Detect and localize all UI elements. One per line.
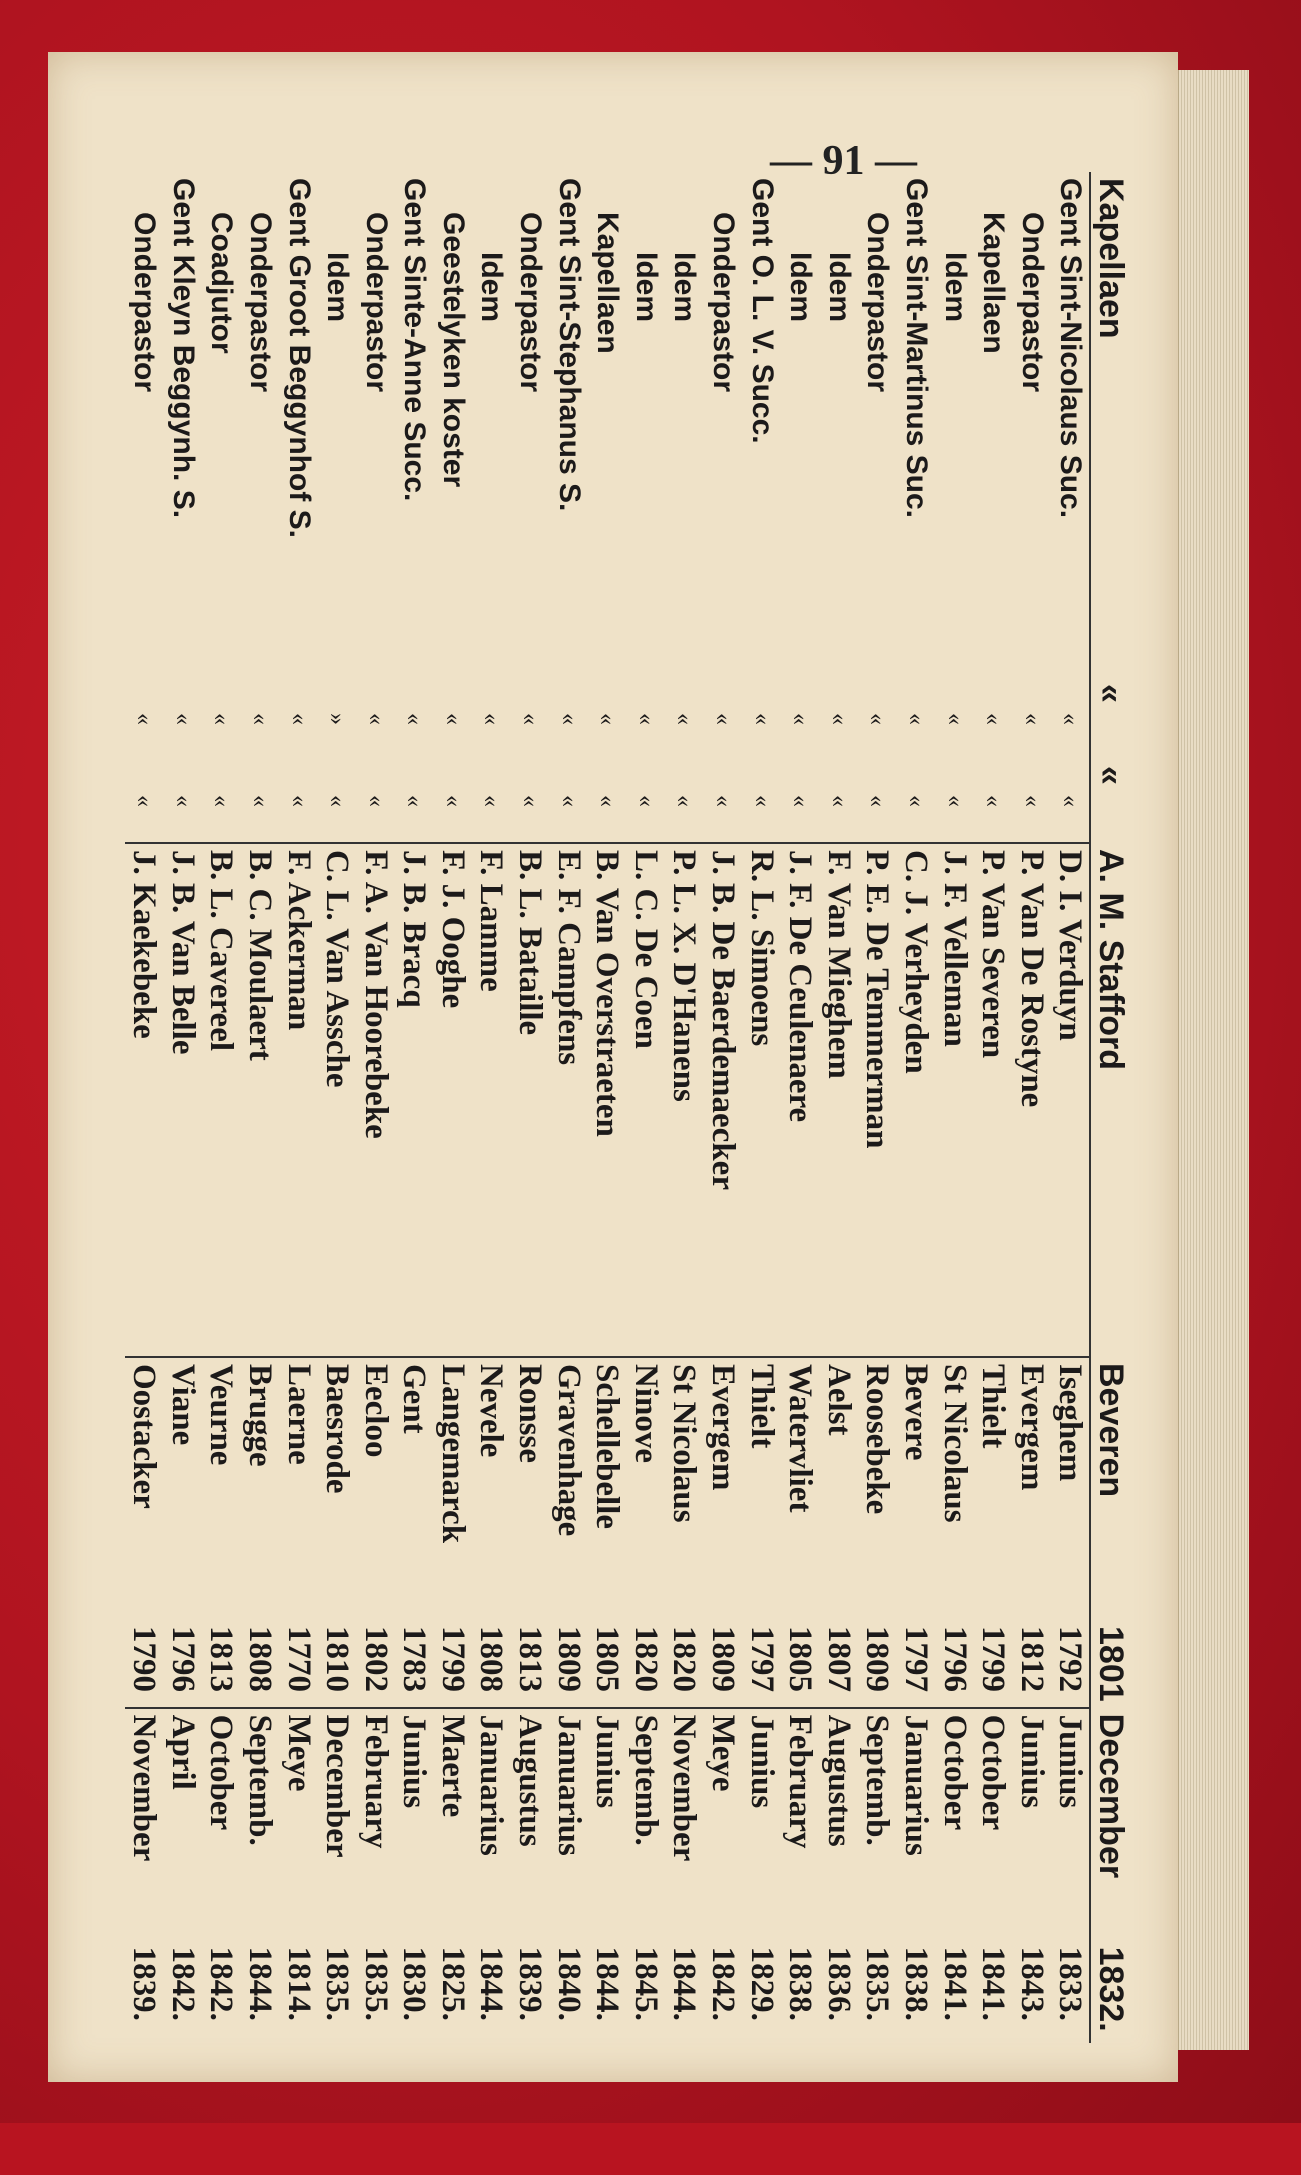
cell-place: Bevere xyxy=(896,1357,935,1620)
rotated-page-content xyxy=(25,52,1155,2175)
cell-y2: 1841. xyxy=(975,1946,1012,2021)
cell-q2: « xyxy=(1018,795,1045,807)
cell-q1: « xyxy=(246,713,273,725)
cell-date: November xyxy=(665,1708,704,1941)
header-y1: 1801 xyxy=(1090,1620,1130,1708)
cell-place: Iseghem xyxy=(1051,1357,1091,1620)
cell-name: B. L. Bataille xyxy=(511,843,550,1357)
cell-name: F. A. Van Hoorebeke xyxy=(356,843,395,1357)
cell-place: Langemarck xyxy=(433,1357,472,1620)
cell-name: F. Lamme xyxy=(472,843,511,1357)
cell-place: Ronsse xyxy=(511,1357,550,1620)
cell-func: Idem xyxy=(629,252,663,323)
cell-date: Junius xyxy=(1051,1708,1091,1941)
cell-q2: « xyxy=(131,795,158,807)
cell-place: Brugge xyxy=(240,1357,279,1620)
cell-date: Januarius xyxy=(896,1708,935,1941)
cell-q1: « xyxy=(594,713,621,725)
cell-q1: « xyxy=(1057,713,1084,725)
cell-name: C. J. Verheyden xyxy=(896,843,935,1357)
cell-q2: « xyxy=(324,795,351,807)
cell-q2: « xyxy=(285,795,312,807)
header-func: Kapellaen xyxy=(1090,172,1130,678)
cell-y1: 1792 xyxy=(1052,1626,1089,1692)
cell-y1: 1813 xyxy=(203,1626,240,1692)
cell-func: Gent O. L. V. Succ. xyxy=(745,178,779,444)
cell-q2: « xyxy=(980,795,1007,807)
cell-y1: 1813 xyxy=(512,1626,549,1692)
table-row xyxy=(125,172,164,2043)
table-row xyxy=(858,172,897,2043)
cell-q1: « xyxy=(710,713,737,725)
table-row xyxy=(356,172,395,2043)
cell-y1: 1790 xyxy=(126,1626,163,1692)
header-q1: « xyxy=(1090,678,1130,760)
table-row xyxy=(163,172,202,2043)
table-row xyxy=(279,172,318,2043)
cell-name: E. F. Campfens xyxy=(549,843,588,1357)
cell-func: Geestelyken koster xyxy=(436,212,470,488)
cell-date: Junius xyxy=(588,1708,627,1941)
cell-q2: « xyxy=(439,795,466,807)
cell-name: J. B. Bracq xyxy=(395,843,434,1357)
table-row xyxy=(896,172,935,2043)
header-name: A. M. Stafford xyxy=(1090,843,1130,1357)
cell-name: P. Van Severen xyxy=(974,843,1013,1357)
cell-y2: 1844. xyxy=(589,1946,626,2021)
cell-place: Oostacker xyxy=(125,1357,164,1620)
cell-y1: 1799 xyxy=(434,1626,471,1692)
cell-date: October xyxy=(974,1708,1013,1941)
cell-func: Idem xyxy=(321,252,355,323)
cell-y2: 1829. xyxy=(743,1946,780,2021)
cell-y1: 1796 xyxy=(164,1626,201,1692)
cell-q1: » xyxy=(324,713,351,725)
page-number: — 91 — xyxy=(770,138,917,184)
cell-q1: « xyxy=(478,713,505,725)
cell-place: Gent xyxy=(395,1357,434,1620)
cell-q1: « xyxy=(1018,713,1045,725)
cell-y2: 1830. xyxy=(396,1946,433,2021)
cell-q1: « xyxy=(864,713,891,725)
header-row xyxy=(1090,172,1130,2043)
cell-name: P. E. De Temmerman xyxy=(858,843,897,1357)
table-row xyxy=(819,172,858,2043)
cell-q2: « xyxy=(401,795,428,807)
cell-date: April xyxy=(163,1708,202,1941)
cell-place: Nevele xyxy=(472,1357,511,1620)
cell-date: Junius xyxy=(1012,1708,1051,1941)
cell-q1: « xyxy=(169,713,196,725)
table-row xyxy=(318,172,357,2043)
cell-y1: 1802 xyxy=(357,1626,394,1692)
cell-q2: « xyxy=(555,795,582,807)
cell-y2: 1844. xyxy=(473,1946,510,2021)
cell-y2: 1838. xyxy=(782,1946,819,2021)
table-row xyxy=(1012,172,1051,2043)
cell-date: February xyxy=(356,1708,395,1941)
cell-q2: « xyxy=(478,795,505,807)
cell-q2: « xyxy=(632,795,659,807)
table-row xyxy=(433,172,472,2043)
header-date: December xyxy=(1090,1708,1130,1941)
cell-q2: « xyxy=(941,795,968,807)
cell-y1: 1770 xyxy=(280,1626,317,1692)
cell-q1: « xyxy=(980,713,1007,725)
cell-date: Januarius xyxy=(472,1708,511,1941)
cell-func: Coadjutor xyxy=(205,212,239,354)
cell-date: Septemb. xyxy=(626,1708,665,1941)
cell-y2: 1835. xyxy=(357,1946,394,2021)
cell-date: October xyxy=(202,1708,241,1941)
cell-date: Junius xyxy=(395,1708,434,1941)
table-row xyxy=(202,172,241,2043)
cell-name: J. B. Van Belle xyxy=(163,843,202,1357)
cell-date: November xyxy=(125,1708,164,1941)
cell-func: Kapellaen xyxy=(591,212,625,354)
cell-y2: 1840. xyxy=(550,1946,587,2021)
header-place: Beveren xyxy=(1090,1357,1130,1620)
cell-q1: « xyxy=(748,713,775,725)
cell-y1: 1809 xyxy=(705,1626,742,1692)
cell-y1: 1799 xyxy=(975,1626,1012,1692)
cell-q2: « xyxy=(169,795,196,807)
cell-q2: « xyxy=(864,795,891,807)
cell-q2: « xyxy=(362,795,389,807)
cell-place: Thielt xyxy=(974,1357,1013,1620)
cell-y1: 1810 xyxy=(319,1626,356,1692)
cell-func: Onderpastor xyxy=(128,212,162,393)
cell-y1: 1783 xyxy=(396,1626,433,1692)
table-row xyxy=(395,172,434,2043)
cell-place: St Nicolaus xyxy=(665,1357,704,1620)
cell-q1: « xyxy=(903,713,930,725)
cell-place: Roosebeke xyxy=(858,1357,897,1620)
cell-y2: 1843. xyxy=(1013,1946,1050,2021)
cell-date: Septemb. xyxy=(858,1708,897,1941)
cell-name: F. Ackerman xyxy=(279,843,318,1357)
cell-q1: « xyxy=(285,713,312,725)
table-row xyxy=(742,172,781,2043)
cell-q1: « xyxy=(632,713,659,725)
cell-q2: « xyxy=(1057,795,1084,807)
cell-date: Septemb. xyxy=(240,1708,279,1941)
cell-q1: « xyxy=(671,713,698,725)
cell-q1: « xyxy=(825,713,852,725)
cell-q2: « xyxy=(710,795,737,807)
cell-func: Gent Sint-Stephanus S. xyxy=(552,178,586,512)
cell-name: C. L. Van Assche xyxy=(318,843,357,1357)
cell-y2: 1845. xyxy=(627,1946,664,2021)
cell-place: Evergem xyxy=(703,1357,742,1620)
cell-y2: 1814. xyxy=(280,1946,317,2021)
cell-func: Gent Sint-Nicolaus Suc. xyxy=(1054,178,1088,519)
cell-y2: 1844. xyxy=(241,1946,278,2021)
cell-y1: 1805 xyxy=(782,1626,819,1692)
cell-date: Meye xyxy=(279,1708,318,1941)
cell-name: B. Van Overstraeten xyxy=(588,843,627,1357)
cell-date: Augustus xyxy=(819,1708,858,1941)
cell-name: J. F. De Ceulenaere xyxy=(781,843,820,1357)
cell-func: Onderpastor xyxy=(359,212,393,393)
cell-y2: 1839. xyxy=(512,1946,549,2021)
cell-func: Gent Sinte-Anne Succ. xyxy=(398,178,432,502)
cell-y2: 1825. xyxy=(434,1946,471,2021)
table-row xyxy=(588,172,627,2043)
cell-q1: « xyxy=(787,713,814,725)
cell-y2: 1842. xyxy=(203,1946,240,2021)
cell-func: Idem xyxy=(475,252,509,323)
cell-date: Junius xyxy=(742,1708,781,1941)
cell-func: Idem xyxy=(668,252,702,323)
cell-place: Laerne xyxy=(279,1357,318,1620)
table-row xyxy=(974,172,1013,2043)
cell-q1: « xyxy=(208,713,235,725)
cell-name: J. B. De Baerdemaecker xyxy=(703,843,742,1357)
cell-y1: 1820 xyxy=(666,1626,703,1692)
cell-func: Kapellaen xyxy=(977,212,1011,354)
cell-q1: « xyxy=(941,713,968,725)
cell-place: Watervliet xyxy=(781,1357,820,1620)
cell-y1: 1812 xyxy=(1013,1626,1050,1692)
cell-y2: 1835. xyxy=(319,1946,356,2021)
cell-y2: 1842. xyxy=(164,1946,201,2021)
cell-q2: « xyxy=(517,795,544,807)
cell-name: F. J. Ooghe xyxy=(433,843,472,1357)
cell-y2: 1836. xyxy=(820,1946,857,2021)
cell-date: Augustus xyxy=(511,1708,550,1941)
cell-func: Onderpastor xyxy=(243,212,277,393)
cell-func: Gent Sint-Martinus Suc. xyxy=(900,178,934,519)
cell-date: Maerte xyxy=(433,1708,472,1941)
cell-date: Januarius xyxy=(549,1708,588,1941)
cell-y1: 1808 xyxy=(473,1626,510,1692)
cell-q2: « xyxy=(825,795,852,807)
cell-func: Gent Kleyn Beggynh. S. xyxy=(166,178,200,519)
table-row xyxy=(703,172,742,2043)
cell-q2: « xyxy=(787,795,814,807)
cell-date: December xyxy=(318,1708,357,1941)
cell-y1: 1809 xyxy=(859,1626,896,1692)
cell-func: Onderpastor xyxy=(707,212,741,393)
cell-place: Schellebelle xyxy=(588,1357,627,1620)
cell-name: B. L. Cavereel xyxy=(202,843,241,1357)
cell-y2: 1842. xyxy=(705,1946,742,2021)
cell-place: Aelst xyxy=(819,1357,858,1620)
cell-name: P. Van De Rostyne xyxy=(1012,843,1051,1357)
cell-func: Onderpastor xyxy=(1015,212,1049,393)
cell-func: Onderpastor xyxy=(861,212,895,393)
cell-y1: 1805 xyxy=(589,1626,626,1692)
cell-y1: 1797 xyxy=(743,1626,780,1692)
table-row xyxy=(626,172,665,2043)
cell-name: F. Van Mieghem xyxy=(819,843,858,1357)
cell-place: Viane xyxy=(163,1357,202,1620)
cell-name: L. C. De Coen xyxy=(626,843,665,1357)
table-row xyxy=(781,172,820,2043)
cell-q2: « xyxy=(903,795,930,807)
cell-y1: 1820 xyxy=(627,1626,664,1692)
cell-name: P. L. X. D'Hanens xyxy=(665,843,704,1357)
table-row xyxy=(240,172,279,2043)
cell-place: Eecloo xyxy=(356,1357,395,1620)
cell-q1: « xyxy=(401,713,428,725)
cell-y2: 1839. xyxy=(126,1946,163,2021)
cell-q1: « xyxy=(517,713,544,725)
cell-q1: « xyxy=(131,713,158,725)
cell-func: Idem xyxy=(822,252,856,323)
cell-q2: « xyxy=(594,795,621,807)
cell-q2: « xyxy=(671,795,698,807)
cell-date: Meye xyxy=(703,1708,742,1941)
header-q2: « xyxy=(1090,760,1130,843)
cell-y1: 1809 xyxy=(550,1626,587,1692)
cell-q2: « xyxy=(748,795,775,807)
cell-func: Idem xyxy=(938,252,972,323)
table-row xyxy=(472,172,511,2043)
table-row xyxy=(511,172,550,2043)
cell-name: B. C. Moulaert xyxy=(240,843,279,1357)
cell-y2: 1838. xyxy=(898,1946,935,2021)
cell-func: Idem xyxy=(784,252,818,323)
header-y2: 1832. xyxy=(1090,1941,1130,2043)
cell-place: Evergem xyxy=(1012,1357,1051,1620)
cell-y1: 1797 xyxy=(898,1626,935,1692)
cell-y2: 1841. xyxy=(936,1946,973,2021)
cell-y1: 1807 xyxy=(820,1626,857,1692)
cell-name: J. Kaekebeke xyxy=(125,843,164,1357)
cell-q2: « xyxy=(208,795,235,807)
cell-date: October xyxy=(935,1708,974,1941)
cell-func: Gent Groot Beggynhof S. xyxy=(282,178,316,538)
cell-q1: « xyxy=(362,713,389,725)
cell-q1: « xyxy=(555,713,582,725)
page-edges xyxy=(1178,70,1249,2050)
cell-date: February xyxy=(781,1708,820,1941)
table-row xyxy=(549,172,588,2043)
cell-place: Gravenhage xyxy=(549,1357,588,1620)
cell-name: R. L. Simoens xyxy=(742,843,781,1357)
table-row xyxy=(1051,172,1091,2043)
cell-place: Ninove xyxy=(626,1357,665,1620)
cell-place: Baesrode xyxy=(318,1357,357,1620)
cell-place: Veurne xyxy=(202,1357,241,1620)
cell-y1: 1808 xyxy=(241,1626,278,1692)
table-row xyxy=(935,172,974,2043)
cell-func: Onderpastor xyxy=(514,212,548,393)
cell-y1: 1796 xyxy=(936,1626,973,1692)
cell-y2: 1844. xyxy=(666,1946,703,2021)
cell-name: J. F. Velleman xyxy=(935,843,974,1357)
register-table xyxy=(125,172,1130,2043)
table-row xyxy=(665,172,704,2043)
cell-q1: « xyxy=(439,713,466,725)
cell-y2: 1835. xyxy=(859,1946,896,2021)
cell-name: D. I. Verduyn xyxy=(1051,843,1091,1357)
cell-place: St Nicolaus xyxy=(935,1357,974,1620)
cell-q2: « xyxy=(246,795,273,807)
cell-place: Thielt xyxy=(742,1357,781,1620)
cell-y2: 1833. xyxy=(1052,1946,1089,2021)
